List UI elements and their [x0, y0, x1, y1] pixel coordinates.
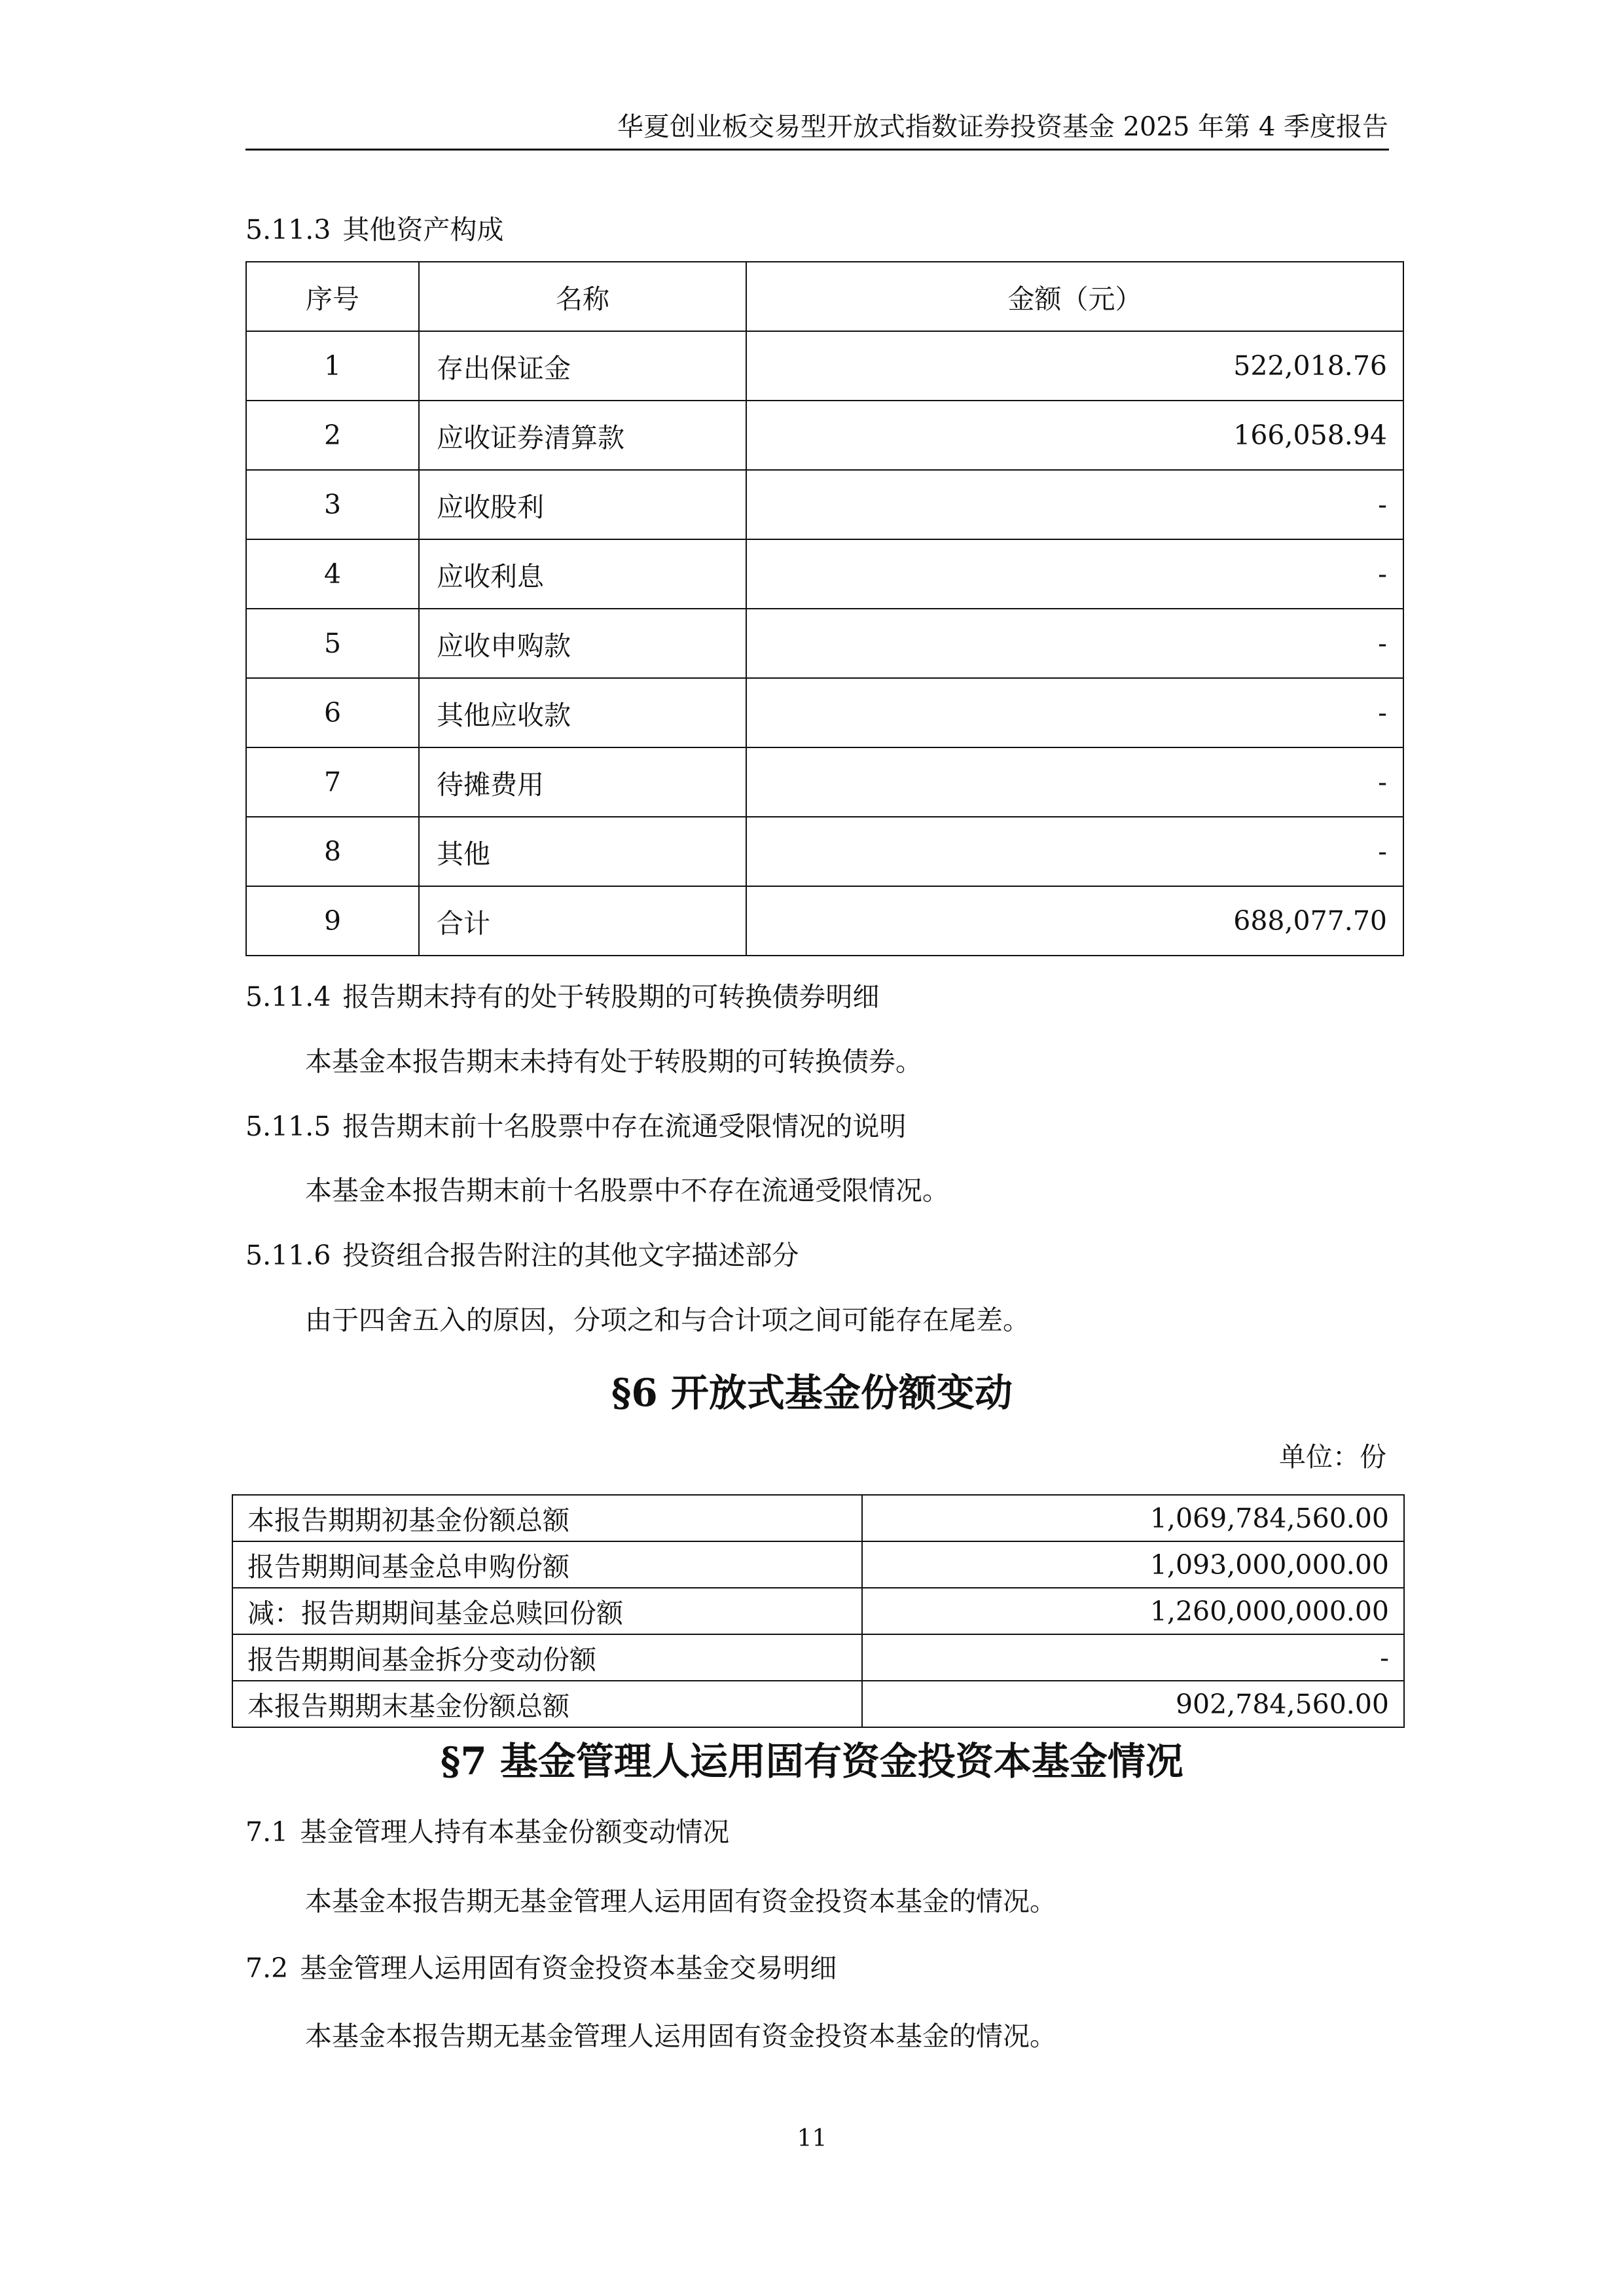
row-index: 2 — [246, 401, 419, 470]
row-amount: 688,077.70 — [746, 886, 1403, 956]
section-7-2-body: 本基金本报告期无基金管理人运用固有资金投资本基金的情况。 — [305, 2020, 1056, 2052]
row-amount: 522,018.76 — [746, 331, 1403, 401]
page-header-title: 华夏创业板交易型开放式指数证券投资基金 2025 年第 4 季度报告 — [617, 112, 1388, 142]
table-row — [246, 817, 1403, 886]
row-value: 1,260,000,000.00 — [862, 1588, 1404, 1634]
table-header-row — [246, 262, 1403, 331]
section-5-11-5-heading — [245, 1110, 906, 1143]
section-7-2-heading — [245, 1952, 837, 1984]
row-index: 8 — [246, 817, 419, 886]
section-7-1-heading — [245, 1816, 729, 1848]
row-name: 存出保证金 — [419, 331, 746, 401]
table-row — [246, 401, 1403, 470]
row-amount: - — [746, 817, 1403, 886]
row-name: 应收利息 — [419, 539, 746, 609]
table-row — [246, 539, 1403, 609]
row-name: 待摊费用 — [419, 747, 746, 817]
row-label: 本报告期期初基金份额总额 — [232, 1495, 862, 1541]
row-amount: - — [746, 747, 1403, 817]
row-value: 902,784,560.00 — [862, 1681, 1404, 1727]
table-row — [246, 609, 1403, 678]
unit-label: 单位：份 — [1279, 1441, 1386, 1473]
row-name: 其他应收款 — [419, 678, 746, 747]
row-amount: - — [746, 470, 1403, 539]
table-row — [232, 1541, 1404, 1588]
column-header: 序号 — [246, 262, 419, 331]
table-row — [246, 331, 1403, 401]
row-label: 报告期期间基金总申购份额 — [232, 1541, 862, 1588]
column-header: 名称 — [419, 262, 746, 331]
section-title: 报告期末持有的处于转股期的可转换债券明细 — [342, 981, 880, 1013]
table-row — [246, 678, 1403, 747]
row-value: 1,093,000,000.00 — [862, 1541, 1404, 1588]
section-title: 其他资产构成 — [342, 214, 504, 245]
table-row — [246, 747, 1403, 817]
section-title: 基金管理人持有本基金份额变动情况 — [300, 1816, 730, 1848]
row-index: 7 — [246, 747, 419, 817]
row-name: 应收证券清算款 — [419, 401, 746, 470]
row-index: 1 — [246, 331, 419, 401]
row-name: 其他 — [419, 817, 746, 886]
section-7-1-body: 本基金本报告期无基金管理人运用固有资金投资本基金的情况。 — [305, 1886, 1056, 1917]
row-name: 合计 — [419, 886, 746, 956]
row-amount: 166,058.94 — [746, 401, 1403, 470]
section-title: 基金管理人运用固有资金投资本基金交易明细 — [300, 1952, 837, 1984]
section-number: 7.2 — [245, 1952, 289, 1984]
fund-share-change-table — [232, 1494, 1405, 1728]
row-value: 1,069,784,560.00 — [862, 1495, 1404, 1541]
section-7-title: §7 基金管理人运用固有资金投资本基金情况 — [441, 1739, 1183, 1784]
column-header: 金额（元） — [746, 262, 1403, 331]
row-index: 5 — [246, 609, 419, 678]
section-5-11-4-heading — [245, 980, 879, 1013]
section-5-11-4-body: 本基金本报告期末未持有处于转股期的可转换债券。 — [305, 1046, 922, 1077]
section-number: 7.1 — [245, 1816, 289, 1848]
section-5-11-3-heading — [245, 213, 503, 246]
table-row — [232, 1634, 1404, 1681]
table-row — [232, 1681, 1404, 1727]
section-5-11-6-body: 由于四舍五入的原因，分项之和与合计项之间可能存在尾差。 — [305, 1304, 1030, 1336]
row-amount: - — [746, 678, 1403, 747]
section-5-11-5-body: 本基金本报告期末前十名股票中不存在流通受限情况。 — [305, 1175, 949, 1206]
other-assets-table — [245, 261, 1404, 956]
row-name: 应收申购款 — [419, 609, 746, 678]
section-number: 5.11.3 — [245, 214, 331, 245]
row-index: 6 — [246, 678, 419, 747]
row-index: 3 — [246, 470, 419, 539]
section-title: 投资组合报告附注的其他文字描述部分 — [342, 1240, 799, 1271]
section-5-11-6-heading — [245, 1239, 799, 1272]
row-value: - — [862, 1634, 1404, 1681]
row-label: 报告期期间基金拆分变动份额 — [232, 1634, 862, 1681]
row-label: 减：报告期期间基金总赎回份额 — [232, 1588, 862, 1634]
section-number: 5.11.6 — [245, 1240, 331, 1271]
table-row — [232, 1495, 1404, 1541]
row-amount: - — [746, 539, 1403, 609]
table-row — [246, 470, 1403, 539]
section-number: 5.11.4 — [245, 981, 331, 1013]
row-label: 本报告期期末基金份额总额 — [232, 1681, 862, 1727]
page-number: 11 — [797, 2125, 827, 2152]
header-rule — [245, 149, 1389, 151]
row-index: 4 — [246, 539, 419, 609]
table-row — [246, 886, 1403, 956]
section-number: 5.11.5 — [245, 1111, 331, 1142]
row-amount: - — [746, 609, 1403, 678]
row-index: 9 — [246, 886, 419, 956]
table-row — [232, 1588, 1404, 1634]
section-title: 报告期末前十名股票中存在流通受限情况的说明 — [342, 1111, 907, 1142]
row-name: 应收股利 — [419, 470, 746, 539]
section-6-title: §6 开放式基金份额变动 — [611, 1371, 1013, 1415]
